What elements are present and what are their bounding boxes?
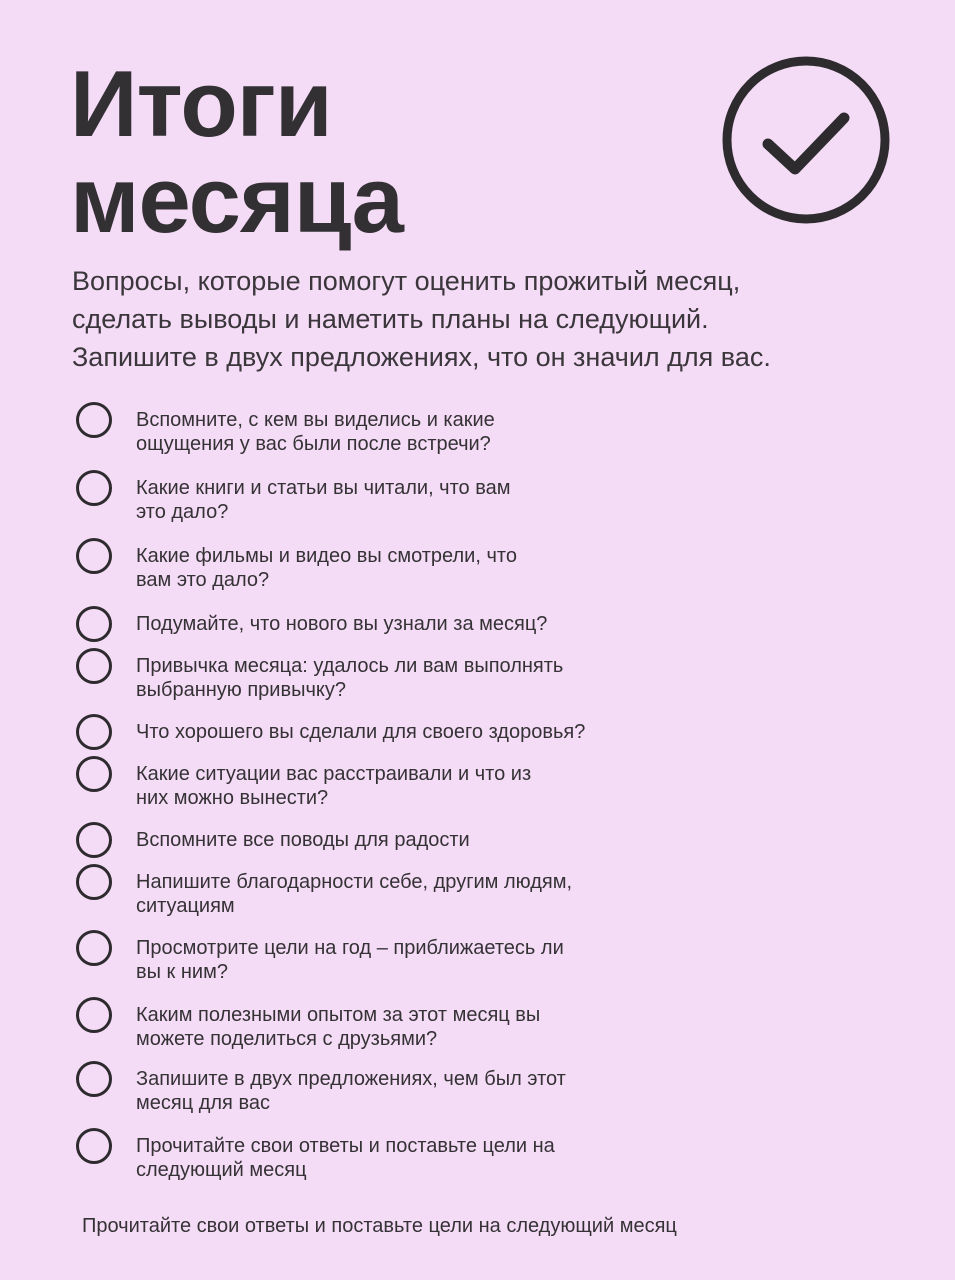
checklist-item-line-1: Привычка месяца: удалось ли вам выполнять: [136, 655, 564, 677]
checklist-item: [76, 538, 896, 598]
page-title-line-2: месяца: [70, 147, 403, 252]
checklist-item-line-1: Какие ситуации вас расстраивали и что из: [136, 763, 532, 785]
checklist-item-line-1: Что хорошего вы сделали для своего здоровья?: [136, 721, 586, 743]
checkbox-circle[interactable]: [76, 997, 112, 1033]
checklist-item-text: [136, 1134, 736, 1182]
checklist-item: [76, 648, 896, 708]
checkbox-circle[interactable]: [76, 822, 112, 858]
checklist-item-line-2: выбранную привычку?: [136, 679, 346, 701]
checklist-item-line-1: Каким полезными опытом за этот месяц вы: [136, 1004, 541, 1026]
checkbox-circle[interactable]: [76, 714, 112, 750]
checklist-item-text: [136, 612, 736, 636]
page-title-line-1: Итоги: [70, 51, 332, 156]
checklist-item-line-1: Просмотрите цели на год – приближаетесь ли: [136, 937, 564, 959]
checklist-item: [76, 1061, 896, 1121]
checklist-item-line-2: ситуациям: [136, 895, 235, 917]
intro-line-2: сделать выводы и наметить планы на следующий.: [72, 304, 709, 334]
checklist-item: [76, 864, 896, 924]
checklist-item-text: [136, 870, 736, 918]
checklist-item-line-1: Прочитайте свои ответы и поставьте цели на: [136, 1135, 555, 1157]
checklist-item: [76, 402, 896, 462]
checkbox-circle[interactable]: [76, 538, 112, 574]
checklist-item: [76, 997, 896, 1057]
checklist-item-line-2: ощущения у вас были после встречи?: [136, 433, 491, 455]
checklist-item-text: [136, 544, 736, 592]
checklist-item-line-1: Какие фильмы и видео вы смотрели, что: [136, 545, 517, 567]
checklist-item-line-2: месяц для вас: [136, 1092, 270, 1114]
checklist-item-text: [136, 720, 736, 744]
checkbox-circle[interactable]: [76, 1128, 112, 1164]
intro-line-3: Запишите в двух предложениях, что он значил для вас.: [72, 342, 771, 372]
checklist-item-line-2: можете поделиться с друзьями?: [136, 1028, 438, 1050]
checklist-item-line-1: Напишите благодарности себе, другим людям,: [136, 871, 573, 893]
checklist-item-line-1: Подумайте, что нового вы узнали за месяц?: [136, 613, 548, 635]
checkbox-circle[interactable]: [76, 606, 112, 642]
checklist-item-line-2: вы к ним?: [136, 961, 228, 983]
checkbox-circle[interactable]: [76, 402, 112, 438]
checklist-item-text: [136, 476, 736, 524]
checklist-item-line-2: них можно вынести?: [136, 787, 329, 809]
checkbox-circle[interactable]: [76, 1061, 112, 1097]
footer-text: Прочитайте свои ответы и поставьте цели на следующий месяц: [82, 1215, 677, 1237]
checklist-item-line-1: Вспомните, с кем вы виделись и какие: [136, 409, 495, 431]
checklist-item-text: [136, 1003, 736, 1051]
intro-line-1: Вопросы, которые помогут оценить прожитый месяц,: [72, 266, 741, 296]
checklist-item-line-1: Запишите в двух предложениях, чем был этот: [136, 1068, 566, 1090]
checklist-item: [76, 930, 896, 990]
checklist-item-text: [136, 1067, 736, 1115]
checkbox-circle[interactable]: [76, 648, 112, 684]
checklist-item-line-2: это дало?: [136, 501, 229, 523]
checklist-item-text: [136, 654, 736, 702]
checklist-item-text: [136, 762, 736, 810]
checklist-item-text: [136, 828, 736, 852]
checkbox-circle[interactable]: [76, 470, 112, 506]
checklist-item: [76, 470, 896, 530]
checklist-item: [76, 1128, 896, 1188]
checklist-item-line-1: Вспомните все поводы для радости: [136, 829, 470, 851]
checklist-item-line-2: вам это дало?: [136, 569, 270, 591]
checklist-item-line-2: следующий месяц: [136, 1159, 307, 1181]
checklist-item-text: [136, 936, 736, 984]
checklist-item-line-1: Какие книги и статьи вы читали, что вам: [136, 477, 511, 499]
checkbox-circle[interactable]: [76, 930, 112, 966]
checklist-item: [76, 756, 896, 816]
checkbox-circle[interactable]: [76, 864, 112, 900]
checkbox-circle[interactable]: [76, 756, 112, 792]
checklist-item-text: [136, 408, 736, 456]
